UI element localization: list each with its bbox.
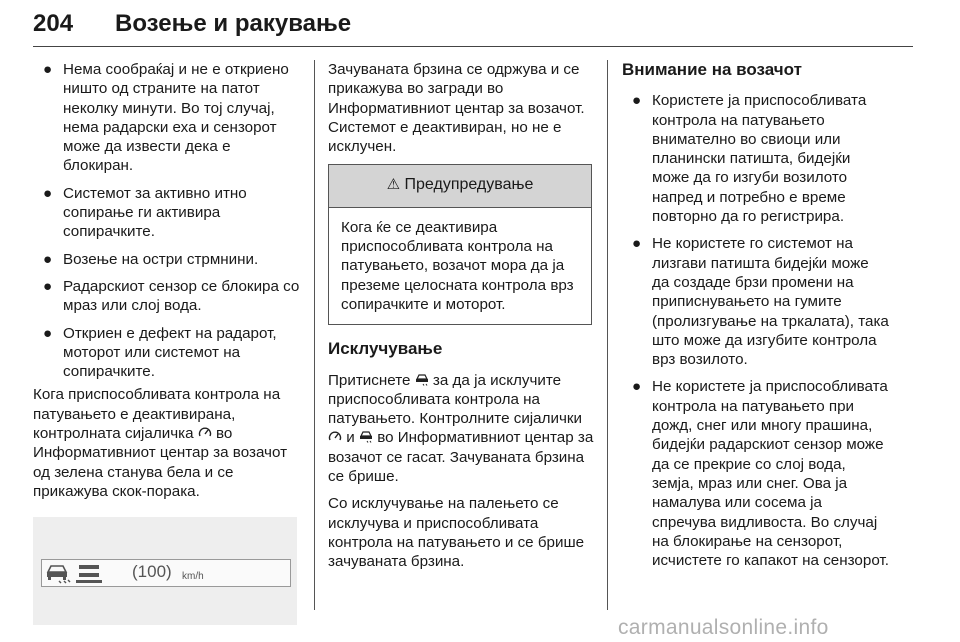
page-number: 204 (33, 10, 74, 37)
speed-unit: km/h (182, 571, 204, 583)
bullet-icon: ● (43, 61, 53, 78)
warning-title: Предупредување (404, 176, 534, 194)
acc-car-icon (45, 562, 71, 584)
bullet-icon: ● (43, 250, 53, 268)
column-right (622, 60, 890, 578)
warning-header (329, 165, 591, 207)
following-distance-icon (76, 562, 102, 584)
warning-body: Кога ќе се деактивира приспособливата контрола на патувањето, возачот мора да ја преземе целосната контрола врз сопирачките и моторот. (341, 218, 574, 313)
list-item: ● Радарскиот сензор се блокира со мраз или слој вода. (43, 277, 300, 315)
instrument-display-illustration (33, 517, 297, 625)
conditions-list (33, 60, 301, 381)
acc-car-icon (359, 430, 373, 443)
column-divider (607, 60, 608, 610)
column-divider (314, 60, 315, 610)
list-item: ● Системот за активно итно сопирање ги активира сопирачките. (43, 184, 247, 241)
ignition-off-paragraph: Со исклучување на палењето се исклучува и приспособливата контрола на патувањето и се брише зачуваната брзина. (328, 495, 585, 571)
bullet-icon: ● (632, 235, 642, 253)
switch-off-paragraph: Притиснете за да ја исклучите приспособливата контрола на патувањето. Контролните сијалички и во Информативниот центар за возачот се гасат. Зачуваната брзина се брише. (328, 371, 594, 486)
list-item: ● Не користете го системот на лизгави патишта бидејќи може да создаде брзи промени на приписнувањето на гумите (пролизгување на тркалата), така што може да изгубите контрола врз возилото. (632, 235, 889, 369)
list-item: ● Не користете ја приспособливата контрола на патувањето при дожд, снег или многу прашина, бидејќи радарскиот сензор може да се прекрие со слој вода, земја, мраз или снег. Ова ја намалува или сосема ја спречува видливоста. Во случај на блокирање на сензорот, исчистете го капакот на сензорот. (632, 378, 889, 570)
section-heading: Внимание на возачот (622, 60, 802, 79)
page-header (33, 6, 913, 48)
list-item: ● Откриен е дефект на радарот, моторот или системот на сопирачките. (43, 324, 277, 381)
bullet-icon: ● (43, 277, 53, 295)
warning-triangle-icon: ⚠ (386, 176, 401, 194)
page-title: Возење и ракување (115, 10, 352, 37)
column-middle (328, 60, 596, 580)
warning-box (328, 164, 592, 325)
deactivation-paragraph: Кога приспособливата контрола на патувањето е деактивирана, контролната сијаличка во Информативниот центар за возачот од зелена станува бела и се прикажува скок-порака. (33, 386, 288, 500)
bullet-icon: ● (43, 184, 53, 202)
watermark: carmanualsonline.info (618, 616, 829, 639)
column-left (33, 60, 301, 625)
section-heading: Исклучување (328, 339, 443, 359)
display-box (41, 559, 291, 587)
list-item: ● Возење на остри стрмнини. (43, 250, 259, 268)
header-rule (33, 46, 913, 47)
bullet-icon: ● (43, 324, 53, 342)
cruise-control-gauge-icon (328, 430, 342, 443)
bullet-icon: ● (632, 92, 642, 110)
bullet-icon: ● (632, 378, 642, 396)
list-item: ● Користете ја приспособливата контрола на патувањето внимателно во свиоци или планински патишта, бидејќи може да го изгуби возилото напред и потребно е време повторно да го регистрира. (632, 92, 867, 226)
driver-attention-list (622, 91, 890, 570)
acc-car-icon (415, 373, 429, 386)
intro-paragraph: Зачуваната брзина се одржува и се прикажува во загради во Информативниот центар за возачот. Системот е деактивиран, но не е исклучен. (328, 61, 585, 156)
cruise-control-gauge-icon (198, 426, 212, 439)
set-speed-value: (100) (132, 562, 172, 582)
list-item: ● Нема сообраќај и не е откриено ништо од страните на патот неколку минути. Во тој случај, нема радарски еха и сензорот може да извести дека е блокиран. (43, 61, 289, 175)
